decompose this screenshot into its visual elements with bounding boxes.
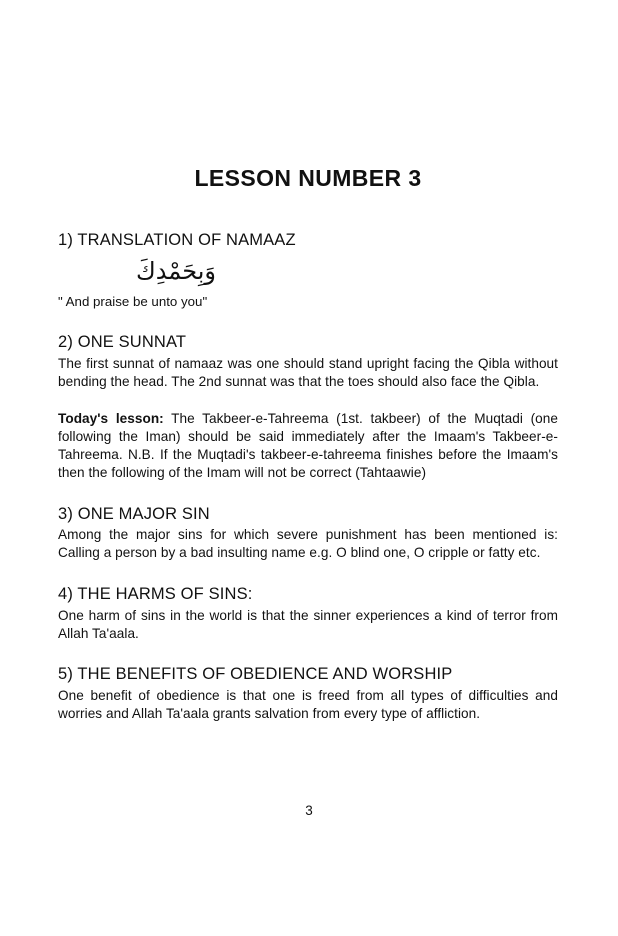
todays-lesson-label: Today's lesson:	[58, 411, 164, 427]
section-heading-3: 3) ONE MAJOR SIN	[58, 504, 210, 523]
page-number: 3	[305, 803, 313, 818]
section-heading-2: 2) ONE SUNNAT	[58, 333, 187, 352]
section-body-2: The first sunnat of namaaz was one should stand upright facing the Qibla without bending the head. The 2nd sunnat was that the toes should also face the Qibla.	[58, 355, 558, 389]
document-content	[58, 166, 558, 746]
section-one-sunnat	[58, 333, 558, 482]
section-body-5: One benefit of obedience is that one is freed from all types of difficulties and worries and Allah Ta'aala grants salvation from every type of affliction.	[58, 688, 558, 722]
section-translation-of-namaaz	[58, 231, 558, 310]
arabic-phrase: وَبِحَمْدِكَ	[136, 257, 217, 286]
section-body-4: One harm of sins in the world is that the sinner experiences a kind of terror from Allah Ta'aala.	[58, 607, 558, 641]
section-heading-1: 1) TRANSLATION OF NAMAAZ	[58, 231, 296, 250]
section-heading-4: 4) THE HARMS OF SINS:	[58, 585, 253, 604]
section-one-major-sin	[58, 505, 558, 562]
section-harms-of-sins	[58, 585, 558, 642]
section-body-3: Among the major sins for which severe punishment has been mentioned is: Calling a person by a bad insulting name e.g. O blind one, O cripple or fatty etc.	[58, 527, 558, 561]
section-benefits-of-obedience	[58, 665, 558, 722]
todays-lesson-paragraph	[58, 410, 558, 481]
page-title: LESSON NUMBER 3	[194, 165, 422, 191]
todays-lesson-body: The Takbeer-e-Tahreema (1st. takbeer) of the Muqtadi (one following the Iman) should be said immediately after the Imaam's Takbeer-e-Tahreema. N.B. If the Muqtadi's takbeer-e-tahreema finishes before the Imaam's then the following of the Imam will not be correct (Tahtaawie)	[58, 411, 558, 480]
arabic-translation: " And praise be unto you"	[58, 294, 208, 310]
section-heading-5: 5) THE BENEFITS OF OBEDIENCE AND WORSHIP	[58, 665, 453, 684]
